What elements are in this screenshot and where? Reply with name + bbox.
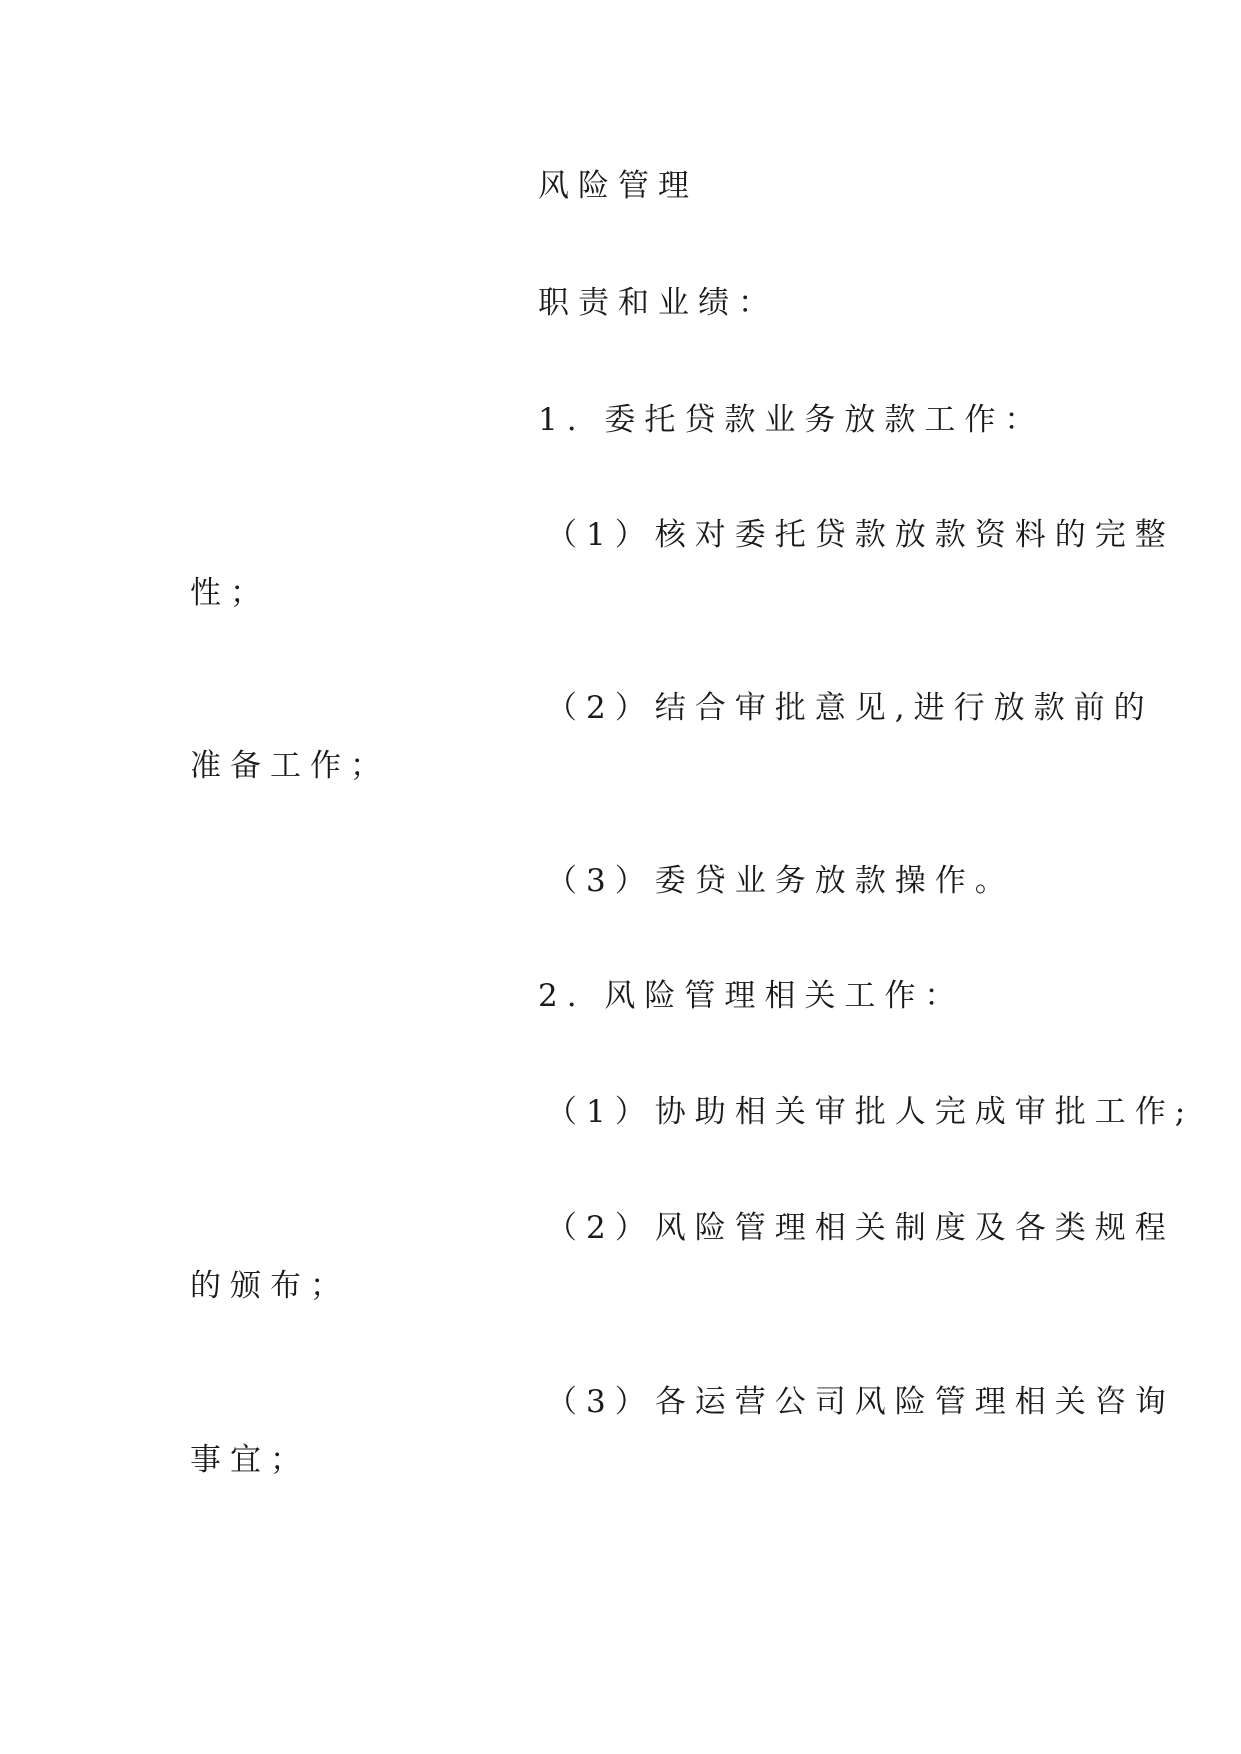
document-title: 风险管理 <box>538 168 698 204</box>
item-heading: 2. 风险管理相关工作： <box>538 978 965 1014</box>
subitem-continuation: 事宜； <box>190 1442 310 1478</box>
subitem-line: （3）委贷业务放款操作。 <box>546 863 1015 899</box>
subitem-continuation: 准备工作； <box>190 748 390 784</box>
subitem-line: （1）协助相关审批人完成审批工作; <box>546 1094 1195 1130</box>
subitem-continuation: 性； <box>190 575 270 611</box>
subitem-line: （1）核对委托贷款放款资料的完整 <box>546 517 1175 553</box>
subitem-line: （3）各运营公司风险管理相关咨询 <box>546 1384 1175 1420</box>
item-heading: 1. 委托贷款业务放款工作： <box>538 402 1045 438</box>
subitem-continuation: 的颁布； <box>190 1268 350 1304</box>
section-heading: 职责和业绩： <box>538 285 778 321</box>
subitem-line: （2）风险管理相关制度及各类规程 <box>546 1210 1175 1246</box>
subitem-line: （2）结合审批意见,进行放款前的 <box>546 690 1154 726</box>
